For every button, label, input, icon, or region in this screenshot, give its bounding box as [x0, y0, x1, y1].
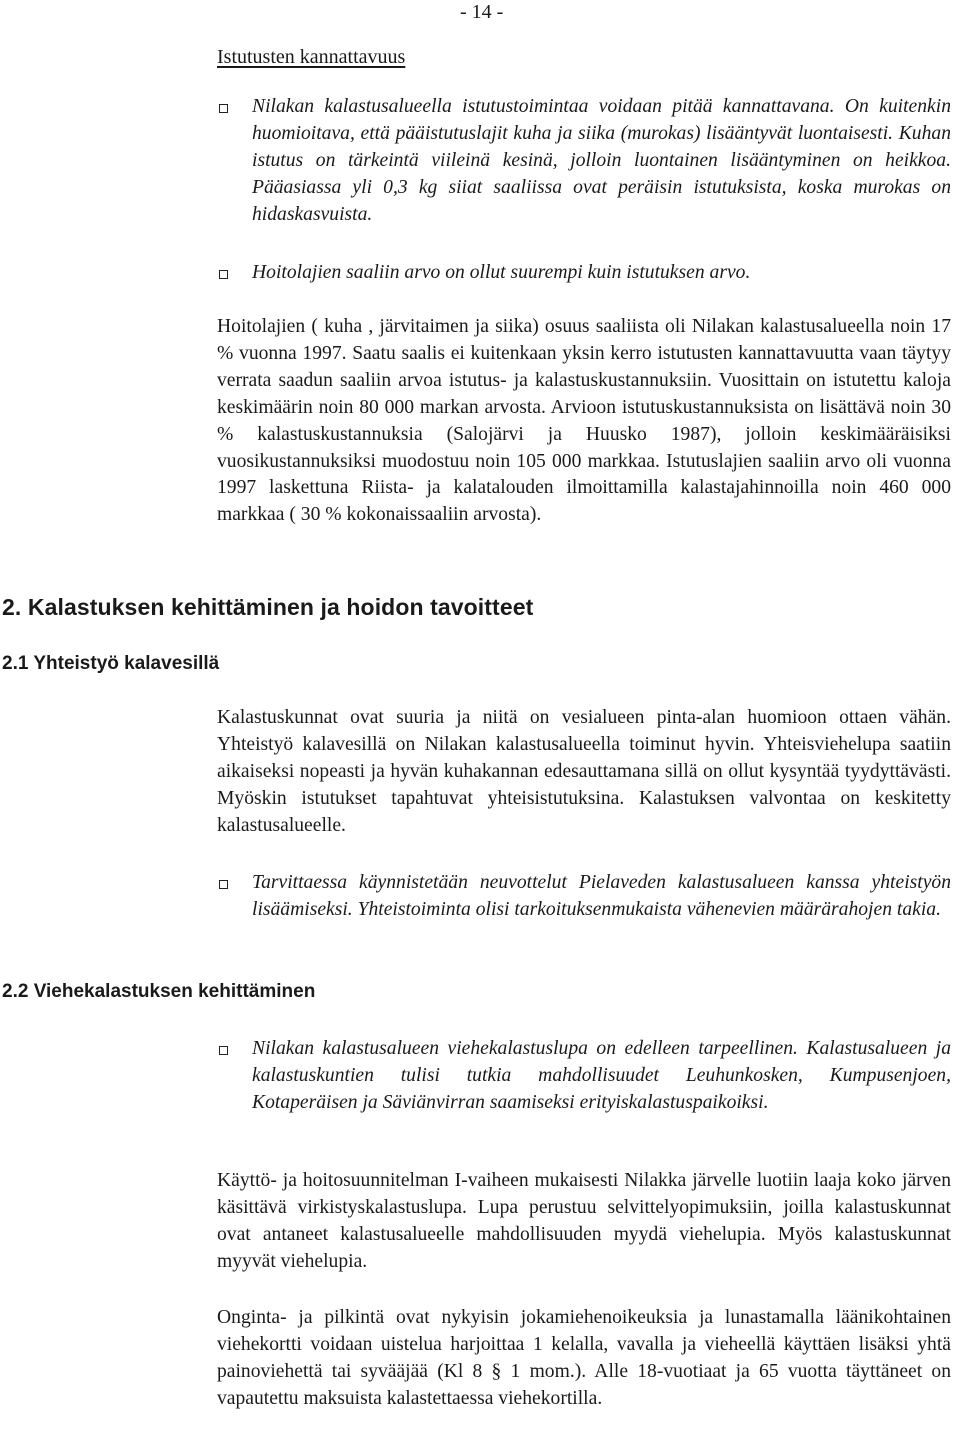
chapter-heading: 2. Kalastuksen kehittäminen ja hoidon tavoitteet: [2, 594, 534, 620]
paragraph-stocking-value: Hoitolajien ( kuha , järvitaimen ja siika) osuus saaliista oli Nilakan kalastusalueella noin 17 % vuonna 1997. Saatu saalis ei kuitenkaan yksin kerro istutusten kannattavuutta vaan täytyy verrata saadun saaliin arvoa istutus- ja kalastuskustannuksiin. Vuosittain on istutettu kaloja keskimäärin noin 80 000 markan arvosta. Arvioon istutuskustannuksista on lisättävä noin 30 % kalastuskustannuksia (Salojärvi ja Huusko 1987), jolloin keskimääräisiksi vuosikustannuksiksi muodostuu noin 105 000 markkaa. Istutuslajien saaliin arvo oli vuonna 1997 laskettuna Riista- ja kalatalouden ilmoittamilla kalastajahinnoilla noin 460 000 markkaa ( 30 % kokonaissaaliin arvosta).: [217, 316, 951, 526]
page-number: - 14 -: [460, 1, 504, 23]
checkbox-bullet-icon: [219, 104, 228, 113]
checkbox-bullet-icon: [219, 1046, 228, 1055]
section-title-stocking: Istutusten kannattavuus: [217, 46, 406, 68]
subsection-heading-cooperation: 2.1 Yhteistyö kalavesillä: [2, 653, 220, 674]
bullet-catch-value: Hoitolajien saaliin arvo on ollut suurempi kuin istutuksen arvo.: [252, 262, 751, 283]
bullet-negotiations: Tarvittaessa käynnistetään neuvottelut Pielaveden kalastusalueen kanssa yhteistyön lisäämiseksi. Yhteistoiminta olisi tarkoituksenmukaista vähenevien määrärahojen takia.: [252, 872, 951, 920]
paragraph-cooperation: Kalastuskunnat ovat suuria ja niitä on vesialueen pinta-alan huomioon ottaen vähän. Yhteistyö kalavesillä on Nilakan kalastusalueella toiminut hyvin. Yhteisviehelupa saatiin aikaiseksi nopeasti ja hyvän kuhakannan edesauttamana sillä on ollut kysyntää tyydyttävästi. Myöskin istutukset tapahtuvat yhteisistutuksina. Kalastuksen valvontaa on keskitetty kalastusalueelle.: [217, 707, 951, 836]
checkbox-bullet-icon: [219, 270, 228, 279]
subsection-heading-lure-fishing: 2.2 Viehekalastuksen kehittäminen: [2, 981, 316, 1002]
checkbox-bullet-icon: [219, 880, 228, 889]
bullet-stocking-profitability: Nilakan kalastusalueella istutustoimintaa voidaan pitää kannattavana. On kuitenkin huomioitava, että pääistutuslajit kuha ja siika (murokas) lisääntyvät luontaisesti. Kuhan istutus on tärkeintä viileinä kesinä, jolloin luontainen lisääntyminen on heikkoa. Pääasiassa yli 0,3 kg siiat saaliissa ovat peräisin istutuksista, koska murokas on hidaskasvuista.: [252, 96, 951, 225]
paragraph-everyman-rights: Onginta- ja pilkintä ovat nykyisin jokamiehenoikeuksia ja lunastamalla läänikohtainen viehekortti voidaan uistelua harjoittaa 1 kelalla, vavalla ja vieheellä käyttäen lisäksi yhtä painoviehettä tai syvääjää (Kl 8 § 1 mom.). Alle 18-vuotiaat ja 65 vuotta täyttäneet on vapautettu maksuista kalastettaessa viehekortilla.: [217, 1307, 951, 1409]
paragraph-recreational-permit: Käyttö- ja hoitosuunnitelman I-vaiheen mukaisesti Nilakka järvelle luotiin laaja koko järven käsittävä virkistyskalastuslupa. Lupa perustuu selvittelyopimuksiin, joilla kalastuskunnat ovat antaneet kalastusalueelle mahdollisuuden myydä viehelupia. Myös kalastuskunnat myyvät viehelupia.: [217, 1170, 951, 1272]
bullet-lure-permit: Nilakan kalastusalueen viehekalastuslupa on edelleen tarpeellinen. Kalastusalueen ja kalastuskuntien tulisi tutkia mahdollisuudet Leuhunkosken, Kumpusenjoen, Kotaperäisen ja Säviänvirran saamiseksi erityiskalastuspaikoiksi.: [252, 1038, 951, 1113]
